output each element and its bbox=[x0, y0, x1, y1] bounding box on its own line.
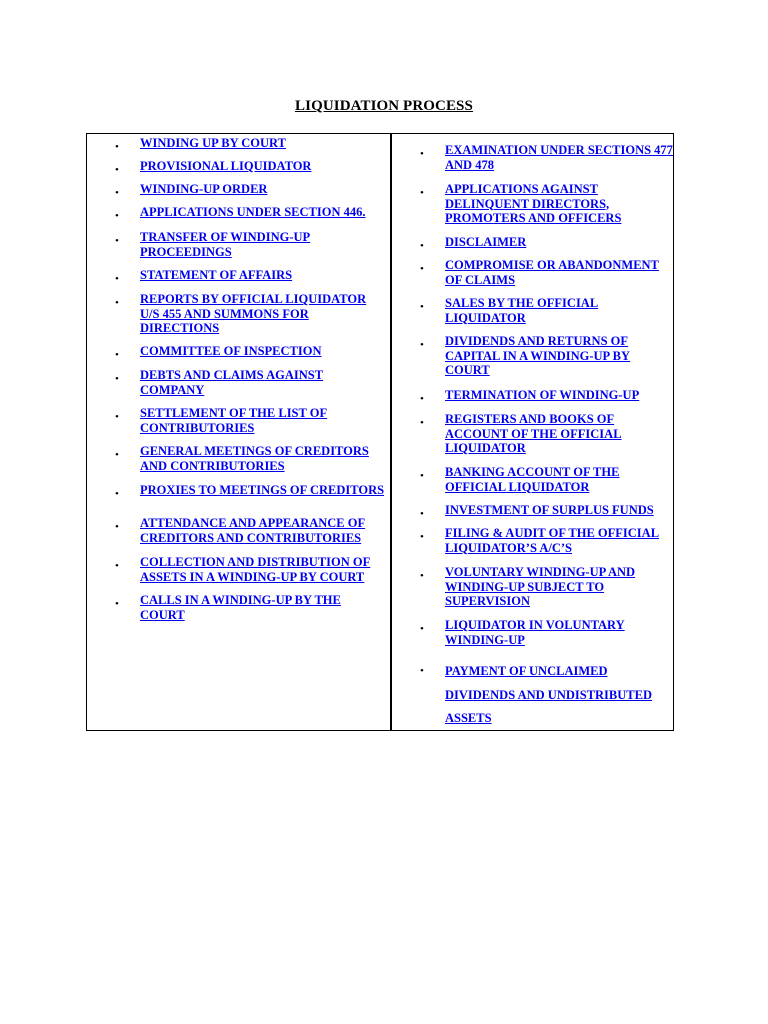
list-item-link[interactable]: PROVISIONAL LIQUIDATOR bbox=[140, 159, 312, 173]
list-item-link[interactable]: WINDING-UP ORDER bbox=[140, 182, 268, 196]
bullet-icon: • bbox=[420, 263, 424, 275]
list-item-link[interactable]: APPLICATIONS UNDER SECTION 446. bbox=[140, 205, 366, 219]
bullet-icon: • bbox=[420, 393, 424, 405]
list-item-link[interactable]: BANKING ACCOUNT OF THE OFFICIAL LIQUIDATOR bbox=[445, 465, 620, 494]
list-item-link[interactable]: SETTLEMENT OF THE LIST OF CONTRIBUTORIES bbox=[140, 406, 328, 435]
bullet-icon: • bbox=[115, 449, 119, 461]
list-item-link[interactable]: DEBTS AND CLAIMS AGAINST COMPANY bbox=[140, 368, 324, 397]
bullet-icon: • bbox=[115, 273, 119, 285]
list-item-link[interactable]: FILING & AUDIT OF THE OFFICIAL LIQUIDATOR’S A/C’S bbox=[445, 526, 660, 555]
liquidation-table bbox=[86, 133, 674, 731]
list-item-link[interactable]: INVESTMENT OF SURPLUS FUNDS bbox=[445, 503, 654, 517]
list-item-link[interactable]: GENERAL MEETINGS OF CREDITORS AND CONTRIBUTORIES bbox=[140, 444, 369, 473]
list-item-link[interactable]: COMMITTEE OF INSPECTION bbox=[140, 344, 322, 358]
bullet-icon: • bbox=[420, 531, 424, 543]
list-item-link[interactable]: APPLICATIONS AGAINST DELINQUENT DIRECTORS, PROMOTERS AND OFFICERS bbox=[445, 182, 622, 225]
list-item-link[interactable]: DIVIDENDS AND RETURNS OF CAPITAL IN A WINDING-UP BY COURT bbox=[445, 334, 630, 377]
list-item-link[interactable]: ATTENDANCE AND APPEARANCE OF CREDITORS AND CONTRIBUTORIES bbox=[140, 516, 366, 545]
list-item-link[interactable]: PROXIES TO MEETINGS OF CREDITORS bbox=[140, 483, 385, 497]
bullet-icon: • bbox=[115, 164, 119, 176]
bullet-icon: • bbox=[420, 301, 424, 313]
page-title: LIQUIDATION PROCESS bbox=[295, 98, 473, 114]
bullet-icon: • bbox=[115, 297, 119, 309]
list-item-link[interactable]: WINDING UP BY COURT bbox=[140, 136, 286, 150]
bullet-icon: • bbox=[420, 148, 424, 160]
bullet-icon: • bbox=[115, 349, 119, 361]
bullet-icon: • bbox=[420, 417, 424, 429]
bullet-icon: • bbox=[115, 235, 119, 247]
list-item-link[interactable]: REPORTS BY OFFICIAL LIQUIDATOR U/S 455 AND SUMMONS FOR DIRECTIONS bbox=[140, 292, 367, 335]
bullet-icon: • bbox=[115, 210, 119, 222]
list-item-link[interactable]: TERMINATION OF WINDING-UP bbox=[445, 388, 640, 402]
bullet-icon: • bbox=[420, 339, 424, 351]
bullet-icon: • bbox=[115, 141, 119, 153]
list-item-link[interactable]: DISCLAIMER bbox=[445, 235, 527, 249]
bullet-icon: • bbox=[115, 373, 119, 385]
bullet-icon: • bbox=[420, 665, 424, 677]
list-item-link[interactable]: SALES BY THE OFFICIAL LIQUIDATOR bbox=[445, 296, 599, 325]
list-item-link[interactable]: COLLECTION AND DISTRIBUTION OF ASSETS IN A WINDING-UP BY COURT bbox=[140, 555, 371, 584]
bullet-icon: • bbox=[420, 570, 424, 582]
list-item-link[interactable]: PAYMENT OF UNCLAIMED DIVIDENDS AND UNDISTRIBUTED ASSETS bbox=[445, 664, 652, 725]
bullet-icon: • bbox=[115, 488, 119, 500]
list-item-link[interactable]: VOLUNTARY WINDING-UP AND WINDING-UP SUBJECT TO SUPERVISION bbox=[445, 565, 636, 608]
list-item-link[interactable]: LIQUIDATOR IN VOLUNTARY WINDING-UP bbox=[445, 618, 625, 647]
bullet-icon: • bbox=[115, 598, 119, 610]
bullet-icon: • bbox=[115, 411, 119, 423]
bullet-icon: • bbox=[420, 187, 424, 199]
bullet-icon: • bbox=[115, 187, 119, 199]
list-item-link[interactable]: EXAMINATION UNDER SECTIONS 477 AND 478 bbox=[445, 143, 673, 172]
list-item-link[interactable]: TRANSFER OF WINDING-UP PROCEEDINGS bbox=[140, 230, 311, 259]
bullet-icon: • bbox=[115, 560, 119, 572]
bullet-icon: • bbox=[420, 240, 424, 252]
column-divider bbox=[390, 134, 392, 730]
list-item-link[interactable]: CALLS IN A WINDING-UP BY THE COURT bbox=[140, 593, 341, 622]
bullet-icon: • bbox=[115, 521, 119, 533]
bullet-icon: • bbox=[420, 470, 424, 482]
bullet-icon: • bbox=[420, 508, 424, 520]
bullet-icon: • bbox=[420, 623, 424, 635]
list-item-link[interactable]: REGISTERS AND BOOKS OF ACCOUNT OF THE OFFICIAL LIQUIDATOR bbox=[445, 412, 622, 455]
list-item-link[interactable]: COMPROMISE OR ABANDONMENT OF CLAIMS bbox=[445, 258, 659, 287]
list-item-link[interactable]: STATEMENT OF AFFAIRS bbox=[140, 268, 293, 282]
